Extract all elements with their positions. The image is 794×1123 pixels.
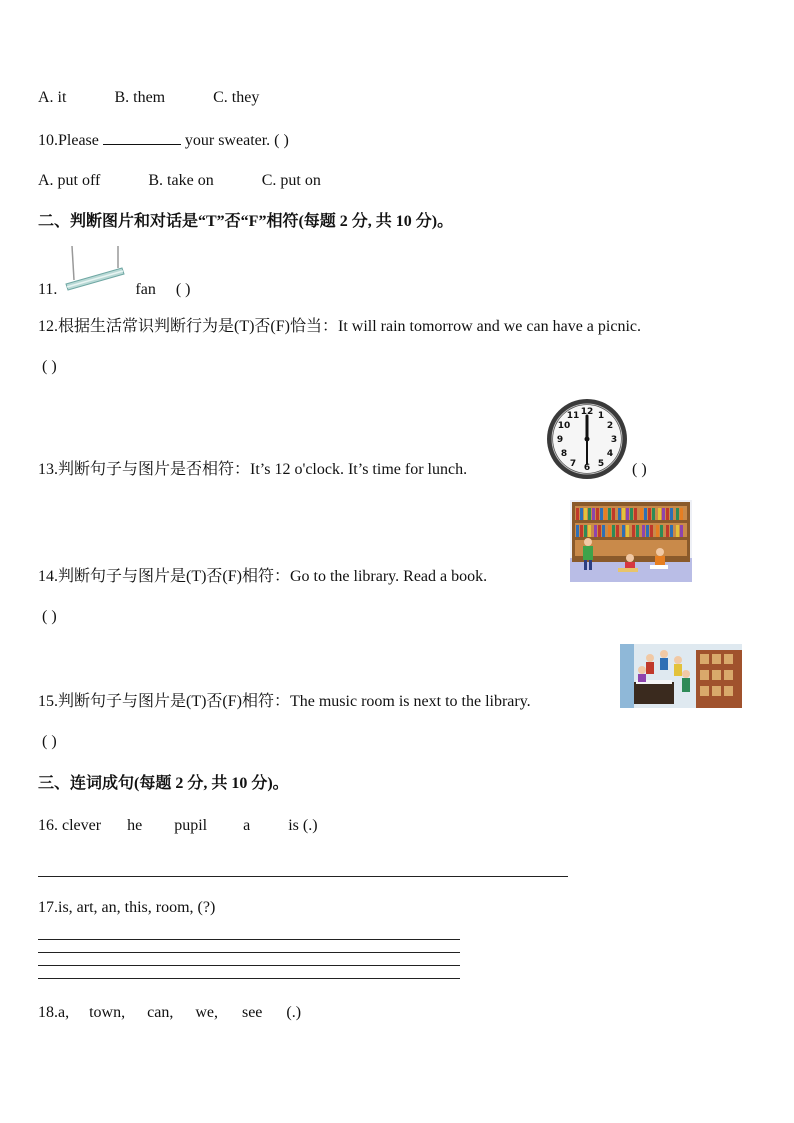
clock-number: 2 bbox=[606, 421, 614, 431]
q10-stem-before: 10.Please bbox=[38, 132, 99, 149]
clock-number: 1 bbox=[597, 411, 605, 421]
q14-text: 14.判断句子与图片是(T)否(F)相符：Go to the library. Read a book. bbox=[38, 568, 488, 585]
clock-number: 9 bbox=[556, 435, 564, 445]
q18-word: can, bbox=[147, 1004, 174, 1021]
q10-answer-blank[interactable] bbox=[103, 130, 181, 145]
q14-answer-paren[interactable]: ( ) bbox=[42, 608, 57, 625]
q17-answer-line[interactable] bbox=[38, 939, 460, 940]
clock-number: 10 bbox=[557, 421, 571, 431]
q10-options bbox=[38, 171, 321, 191]
q17-answer-line[interactable] bbox=[38, 965, 460, 966]
fluorescent-lamp-picture bbox=[62, 244, 128, 294]
q10-option-b: B. take on bbox=[148, 172, 214, 189]
q9-options bbox=[38, 88, 259, 108]
clock-number: 3 bbox=[610, 435, 618, 445]
q11-number: 11. bbox=[38, 281, 58, 298]
q13-text: 13.判断句子与图片是否相符：It’s 12 o'clock. It’s time for lunch. bbox=[38, 461, 468, 478]
q16-answer-line[interactable] bbox=[38, 876, 568, 877]
q10-stem-after: your sweater. ( ) bbox=[184, 132, 289, 149]
q16-word: pupil bbox=[174, 817, 208, 834]
q12-answer-paren[interactable]: ( ) bbox=[42, 358, 57, 375]
q12-text: 12.根据生活常识判断行为是(T)否(F)恰当：It will rain tomorrow and we can have a picnic. bbox=[38, 318, 641, 335]
q17-text: 17.is, art, an, this, room, (?) bbox=[38, 899, 216, 916]
q18-words bbox=[38, 1003, 301, 1023]
library-picture bbox=[570, 500, 692, 582]
q17-answer-line[interactable] bbox=[38, 978, 460, 979]
q18-word: see bbox=[241, 1004, 263, 1021]
section-2-heading: 二、判断图片和对话是“T”否“F”相符(每题 2 分, 共 10 分)。 bbox=[38, 213, 454, 230]
q13-answer-paren[interactable]: ( ) bbox=[632, 461, 647, 478]
clock-number: 11 bbox=[566, 411, 580, 421]
q16-word: he bbox=[127, 817, 143, 834]
q15-text: 15.判断句子与图片是(T)否(F)相符：The music room is next to the library. bbox=[38, 693, 531, 710]
q16-word: 16. clever bbox=[38, 817, 102, 834]
q10-option-a: A. put off bbox=[38, 172, 101, 189]
q17-answer-line[interactable] bbox=[38, 952, 460, 953]
q16-words bbox=[38, 816, 318, 836]
q11-word: fan bbox=[135, 281, 156, 298]
q10-stem bbox=[38, 130, 289, 151]
q9-option-b: B. them bbox=[114, 89, 166, 106]
q11-answer-paren[interactable]: ( ) bbox=[175, 281, 191, 298]
q10-option-c: C. put on bbox=[261, 172, 321, 189]
q18-word: town, bbox=[89, 1004, 126, 1021]
q18-word: we, bbox=[195, 1004, 218, 1021]
clock-number: 7 bbox=[569, 459, 577, 469]
q18-word: 18.a, bbox=[38, 1004, 70, 1021]
q9-option-a: A. it bbox=[38, 89, 67, 106]
q16-word: a bbox=[243, 817, 251, 834]
clock-picture bbox=[544, 396, 630, 482]
q18-word: (.) bbox=[286, 1004, 302, 1021]
clock-number: 5 bbox=[597, 459, 605, 469]
music-room-picture bbox=[620, 644, 742, 708]
clock-number: 8 bbox=[560, 449, 568, 459]
clock-number: 6 bbox=[583, 463, 591, 473]
q15-answer-paren[interactable]: ( ) bbox=[42, 733, 57, 750]
section-3-heading: 三、连词成句(每题 2 分, 共 10 分)。 bbox=[38, 775, 289, 792]
clock-number: 12 bbox=[580, 407, 594, 417]
clock-number: 4 bbox=[606, 449, 614, 459]
q16-word: is (.) bbox=[288, 817, 318, 834]
q9-option-c: C. they bbox=[213, 89, 260, 106]
